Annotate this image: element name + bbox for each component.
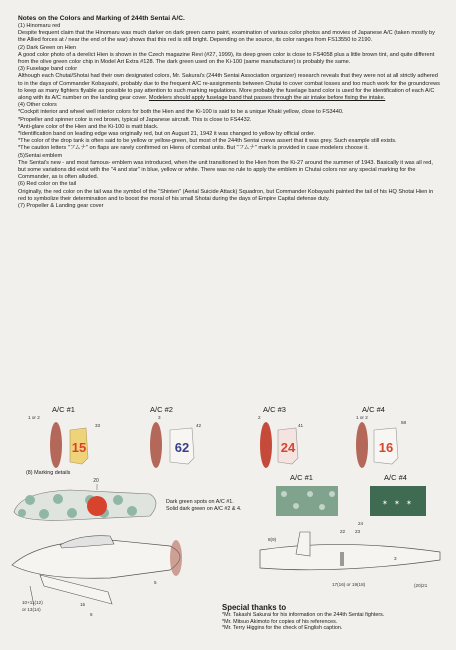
ac1-label: A/C #1 [52, 405, 75, 414]
ac4-ref-b: 58 [401, 420, 407, 425]
section-4-item: *The caution letters "フムナ" on flaps are rarely confirmed on Hiens of combat units. But "フムナ" mark is provided in case modelers choose it. [18, 145, 369, 152]
callout-13-14: or 13(14) [22, 607, 41, 612]
thanks-heading: Special thanks to [222, 603, 287, 612]
section-4-heading: (4) Other colors [18, 102, 57, 109]
hinomaru [87, 496, 107, 516]
section-4-item: *Identification band on leading edge was originally red, but on August 21, 1942 it was changed to yellow by official order. [18, 131, 316, 138]
marking-note-2: Solid dark green on A/C #2 & 4. [166, 506, 242, 512]
section-4-item: *Cockpit interior and wheel well interior colors for both the Hien and the Ki-100 is said to be a unique Khaki yellow, close to FS3440. [18, 109, 344, 116]
svg-text:✶: ✶ [394, 499, 400, 507]
callout-24: 24 [358, 521, 364, 526]
callout-23: 23 [355, 529, 361, 534]
notes-title: Notes on the Colors and Marking of 244th Sentai A/C. [18, 15, 185, 22]
callout-5: 5 [154, 580, 157, 585]
section-8-heading: (8) Marking details [26, 470, 71, 476]
tail-fin [296, 532, 310, 556]
ac2-label: A/C #2 [150, 405, 173, 414]
thanks-item: *Mr. Mitsuo Akimoto for copies of his references. [222, 618, 338, 625]
detail-ac4-label: A/C #4 [384, 473, 407, 482]
callout-17-16: 17(16) or 19(18) [332, 582, 366, 587]
section-2-body: A good color photo of a derelict Hien is shown in the Czech magazine Revi (#27, 1999), its deep green color is close to FS4058 plus a little brown tint, and quite different from the olive green color chip in Model Art Extra #128. The dark green used on the Ki-100 (same manufacturer) is probably the same. [18, 51, 435, 66]
ac3-ref-b: 41 [298, 423, 304, 428]
camo-fuselage [14, 490, 156, 520]
ac1-detail-panel [276, 486, 338, 516]
callout-22: 22 [340, 529, 346, 534]
side-propeller [170, 540, 182, 576]
callout-8-9: 8(9) [268, 537, 277, 542]
section-3-text: Although each Chutai/Shotai had their own designated colors, Mr. Sakurai's (244th Sentai Association organizer) research reveals that they were not at all strictly adhered to in the days of Commander Kobayashi, probably due to the frequent A/C re-assignments between Chutai to cover combat losses and too much work for the groundcrews to keep as many fighters flyable as possible to pay attention to such marking regulations. More probably the fuselage band color is used for the identification of each A/C along with its A/C number on the landing gear cover. [18, 73, 440, 102]
section-7-heading: (7) Propeller & Landing gear cover [18, 203, 104, 210]
section-5-heading: (5)Sentai emblem [18, 152, 63, 159]
marking-note-1: Dark green spots on A/C #1. [166, 499, 234, 505]
ac3-label: A/C #3 [263, 405, 286, 414]
ac3-ref-a: 2 [258, 415, 261, 420]
section-3-underlined: Modelers should apply fuselage band that passes through the air intake before fixing the intake. [148, 95, 386, 102]
thanks-item: *Mr. Terry Higgins for the check of English caption. [222, 625, 343, 632]
detail-ac1-label: A/C #1 [290, 473, 313, 482]
callout-20: 20 [93, 478, 99, 484]
ac1-ref-a: 1 or 2 [28, 415, 40, 420]
section-1-body: Despite frequent claim that the Hinomaru was much darker on dark green camo paint, examination of various color photos and movies of Japanese A/C (taken mostly by the Allied forces at / near the end of the war) shows that this red is still bright. Depending on the source, its color ranges from FS13550 to 2190. [18, 30, 435, 44]
ac1-ref-b: 33 [95, 423, 101, 428]
section-4-item: *Anti-glare color of the Hien and the Ki-100 is matt black. [18, 123, 159, 130]
planform-fuselage [260, 544, 440, 569]
ac2-propeller-blade [150, 422, 162, 468]
ac2-ref-a: 3 [158, 415, 161, 420]
ac4-propeller-blade [356, 422, 368, 468]
section-4-item: *Propeller and spinner color is red brown, typical of Japanese aircraft. This is close to FS4432. [18, 116, 252, 123]
antenna-mast [340, 552, 344, 566]
ac2-ref-b: 42 [196, 423, 202, 428]
section-2-heading: (2) Dark Green on Hien [18, 44, 77, 51]
callout-6: 6 [90, 612, 93, 617]
section-4-item: *The color of the drop tank is often said to be yellow or yellow-green, but most of the 244th Sentai crews assert that it was grey. Such example still exists. [18, 138, 397, 145]
callout-10-11: 10+11(12) [22, 600, 43, 605]
section-5-body: The Sentai's new - and most famous- emblem was introduced, when the unit transitioned to the Hien from the Ki-27 around the summer of 1943. Basically it was all red, but some variations did exist with the "4 and star" in blue, yellow or white. There was no rule to apply the emblem in Chutai colors nor any special marking for the Commander, as is often alluded. [18, 159, 433, 181]
ac4-label: A/C #4 [362, 405, 385, 414]
svg-text:✶: ✶ [406, 499, 412, 507]
special-thanks [222, 603, 442, 632]
callout-3: 3 [394, 556, 397, 561]
section-6-body: Originally, the red color on the tail was the symbol of the "Shinten" (Aerial Suicide Attack) Squadron, but Commander Kobayashi painted the tail of his HQ Shotai Hien in red to symbolize their determination and to boost the moral of his small Shotai during the days of Empire Capital defense duty. [18, 188, 434, 202]
ac4-detail-stars [382, 499, 412, 507]
svg-text:✶: ✶ [382, 499, 388, 507]
ac2-gear-number: 62 [174, 440, 190, 455]
ac4-gear-number: 16 [378, 440, 394, 455]
section-6-heading: (6) Red color on the tail [18, 181, 77, 188]
section-1-heading: (1) Hinomaru red [18, 23, 61, 29]
callout-15: 15 [80, 602, 86, 607]
section-3-heading: (3) Fuselage band color [18, 66, 78, 73]
ac1-gear-number: 15 [71, 440, 87, 455]
ac4-ref-a: 1 or 2 [356, 415, 368, 420]
callout-20-21: (20)21 [414, 583, 428, 588]
ac1-propeller-blade [50, 422, 62, 468]
thanks-item: *Mr. Takashi Sakurai for his information on the 244th Sentai fighters. [222, 612, 385, 618]
ac3-propeller-blade [260, 422, 272, 468]
ac3-gear-number: 24 [280, 440, 296, 455]
wing [40, 575, 112, 604]
